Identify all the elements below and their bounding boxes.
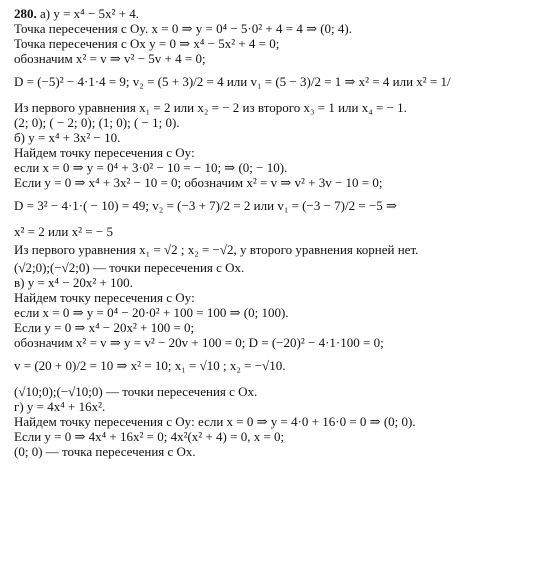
solution-line: Найдем точку пересечения с Oy: если x = 0 ⇒ y = 4·0 + 16·0 = 0 ⇒ (0; 0).	[14, 414, 416, 429]
line-0	[14, 6, 542, 21]
problem-number: 280.	[14, 6, 37, 21]
solution-line: (√10;0);(−√10;0) — точки пересечения с Ox.	[14, 384, 258, 399]
solution-line: Если y = 0 ⇒ x⁴ + 3x² − 10 = 0; обозначим x² = v ⇒ v² + 3v − 10 = 0;	[14, 175, 383, 190]
solution-line: x² = 2 или x² = − 5	[14, 224, 113, 239]
solution-line: б) y = x⁴ + 3x² − 10.	[14, 130, 121, 145]
solution-line: обозначим x² = v ⇒ y = v² − 20v + 100 = 0; D = (−20)² − 4·1·100 = 0;	[14, 335, 384, 350]
solution-line: если x = 0 ⇒ y = 0⁴ + 3·0² − 10 = − 10; ⇒ (0; − 10).	[14, 160, 288, 175]
solution-line: Если y = 0 ⇒ 4x⁴ + 16x² = 0; 4x²(x² + 4) = 0, x = 0;	[14, 429, 285, 444]
solution-line: г) y = 4x⁴ + 16x².	[14, 399, 106, 414]
solution-line: обозначим x² = v ⇒ v² − 5v + 4 = 0;	[14, 51, 206, 66]
solution-line: v = (20 + 0)/2 = 10 ⇒ x² = 10; x₁ = √10 ; x₂ = −√10.	[14, 358, 286, 373]
solution-body	[14, 21, 542, 459]
part-a-heading: а) y = x⁴ − 5x² + 4.	[40, 6, 140, 21]
solution-line: Если y = 0 ⇒ x⁴ − 20x² + 100 = 0;	[14, 320, 195, 335]
solution-line: (√2;0);(−√2;0) — точки пересечения с Ox.	[14, 260, 245, 275]
solution-line: в) y = x⁴ − 20x² + 100.	[14, 275, 133, 290]
solution-line: D = 3² − 4·1·( − 10) = 49; v₂ = (−3 + 7)/2 = 2 или v₁ = (−3 − 7)/2 = −5 ⇒	[14, 198, 397, 213]
solution-line: если x = 0 ⇒ y = 0⁴ − 20·0² + 100 = 100 ⇒ (0; 100).	[14, 305, 289, 320]
solution-line: Точка пересечения с Oy. x = 0 ⇒ y = 0⁴ − 5·0² + 4 = 4 ⇒ (0; 4).	[14, 21, 352, 36]
solution-line: Из первого уравнения x₁ = √2 ; x₂ = −√2, у второго уравнения корней нет.	[14, 242, 419, 257]
solution-line: Точка пересечения с Ox y = 0 ⇒ x⁴ − 5x² + 4 = 0;	[14, 36, 280, 51]
solution-line: (2; 0); ( − 2; 0); (1; 0); ( − 1; 0).	[14, 115, 180, 130]
solution-line: Найдем точку пересечения с Oy:	[14, 290, 195, 305]
solution-line: (0; 0) — точка пересечения с Ox.	[14, 444, 196, 459]
solution-line: D = (−5)² − 4·1·4 = 9; v₂ = (5 + 3)/2 = 4 или v₁ = (5 − 3)/2 = 1 ⇒ x² = 4 или x² = 1/	[14, 74, 451, 89]
solution-line: Из первого уравнения x₁ = 2 или x₂ = − 2 из второго x₃ = 1 или x₄ = − 1.	[14, 100, 407, 115]
solution-line: Найдем точку пересечения с Oy:	[14, 145, 195, 160]
